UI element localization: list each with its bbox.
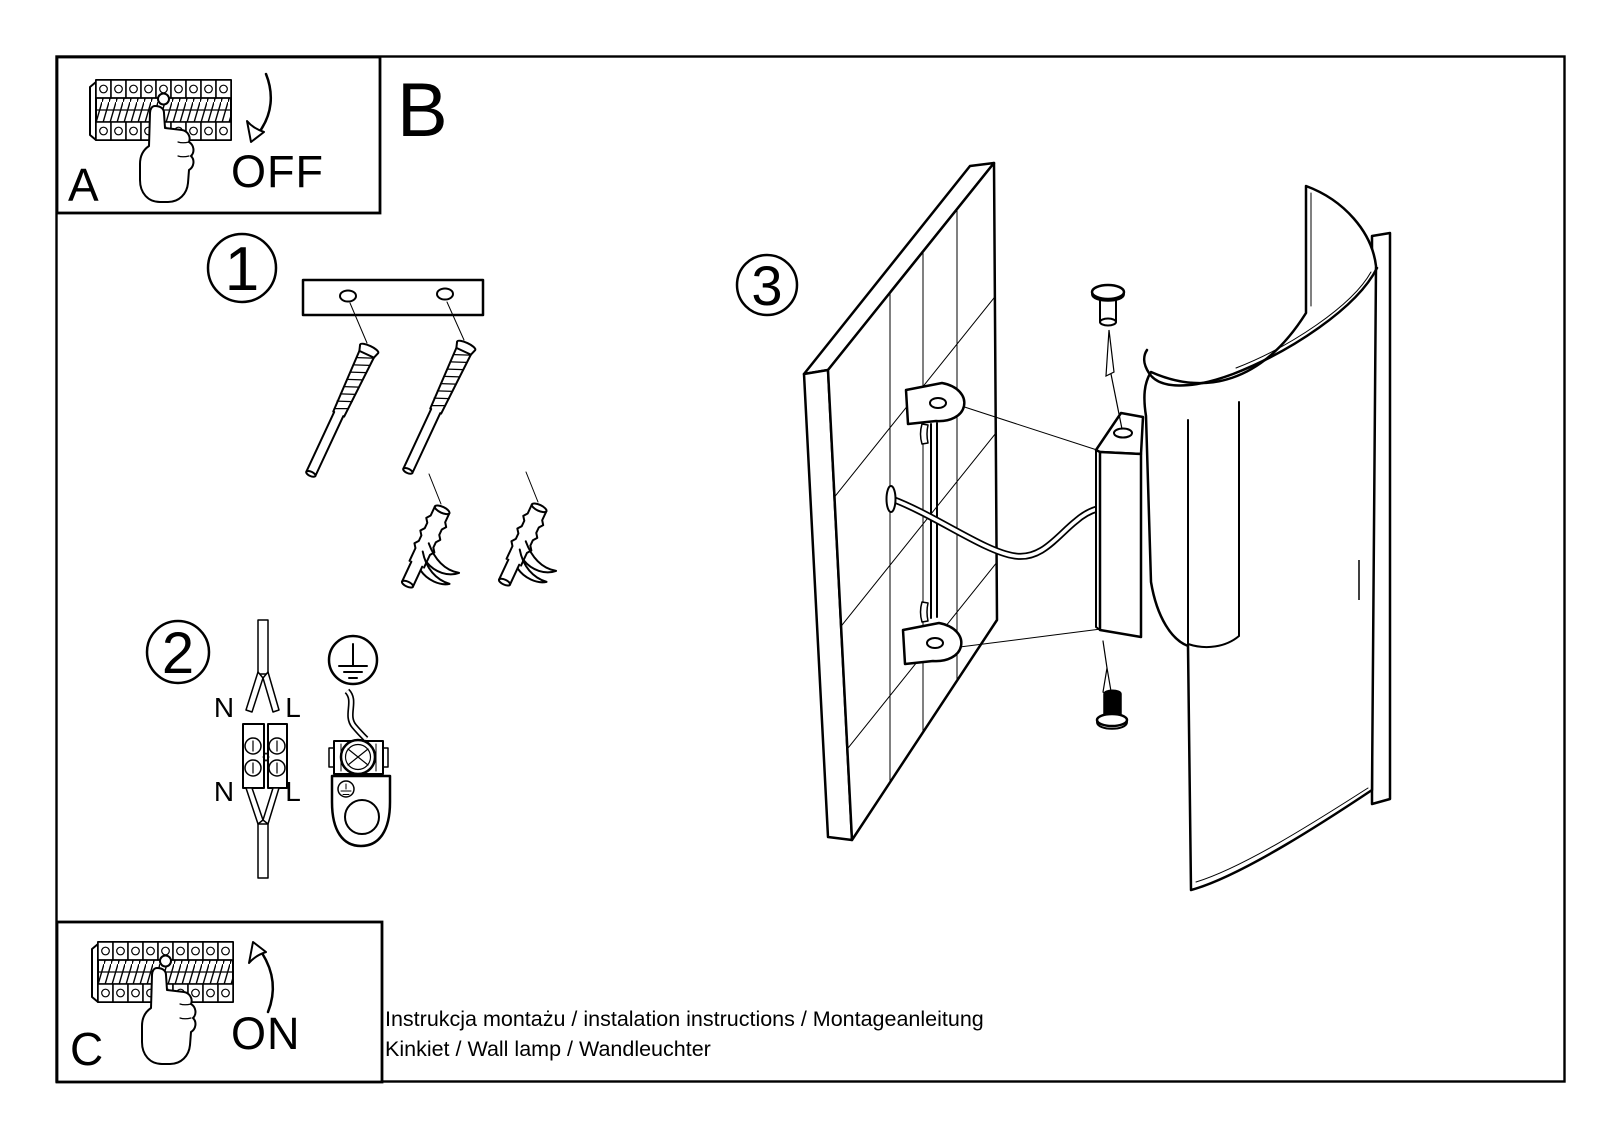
earth-wire-icon: [347, 691, 366, 739]
step-1-number: 1: [224, 235, 260, 304]
terminal-block-icon: [243, 724, 287, 788]
panel-b-label: B: [397, 68, 448, 153]
footer-title-line: Instrukcja montażu / instalation instructions / Montageanleitung: [385, 1007, 984, 1031]
earth-symbol-icon: [329, 636, 377, 684]
fixing-screw-top-icon: [1092, 285, 1124, 429]
lamp-mounting-block-icon: [1096, 413, 1143, 637]
step-2-number: 2: [161, 621, 195, 686]
footer-product-line: Kinkiet / Wall lamp / Wandleuchter: [385, 1037, 711, 1061]
wall-icon: [804, 163, 1022, 840]
screw-icon: [398, 339, 477, 477]
wire-label-l-bottom: L: [285, 776, 301, 807]
fixing-screw-bottom-icon: [1097, 641, 1127, 729]
on-label: ON: [231, 1008, 301, 1059]
lamp-cable-icon: [246, 788, 279, 878]
screw-axis-line: [429, 474, 441, 504]
wall-plug-icon: [493, 500, 578, 602]
off-label: OFF: [231, 146, 324, 197]
wire-label-l-top: L: [285, 692, 301, 723]
panel-c-label: C: [70, 1023, 104, 1075]
wall-plug-icon: [396, 502, 481, 604]
panel-a-label: A: [68, 159, 99, 211]
supply-cable-icon: [246, 620, 279, 712]
mounting-bracket-icon: [303, 280, 483, 315]
screw-icon: [301, 342, 380, 480]
lamp-shade-icon: [1144, 186, 1377, 890]
earth-clamp-icon: [329, 740, 390, 846]
step-3-number: 3: [751, 254, 783, 317]
step-3-assembly: [737, 163, 1390, 890]
panel-a-power-off: [57, 57, 380, 213]
wire-label-n-top: N: [213, 692, 235, 723]
wire-label-n-bottom: N: [213, 776, 235, 807]
step-2-wiring: [147, 620, 390, 878]
screw-axis-line: [526, 472, 538, 502]
panel-c-power-on: [57, 922, 382, 1082]
step-1-mounting: [208, 234, 578, 604]
footer: [385, 1007, 984, 1061]
